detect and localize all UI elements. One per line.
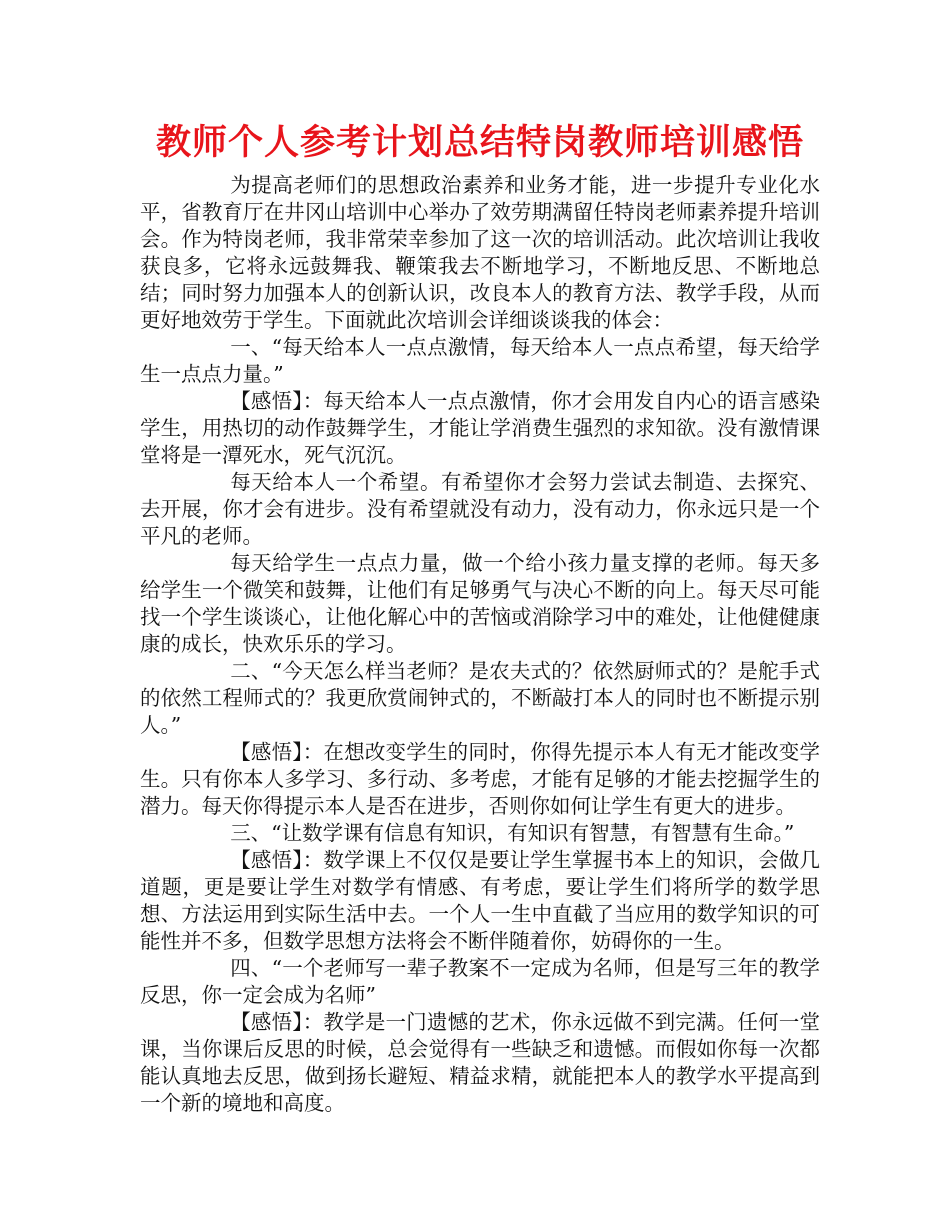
point-4-reflection: 【感悟】：教学是一门遗憾的艺术，你永远做不到完满。任何一堂课，当你课后反思的时候，总会觉得有一些缺乏和遗憾。而假如你每一次都能认真地去反思，做到扬长避短、精益求精，就能把本人的教学水平提高到一个新的境地和高度。 xyxy=(140,1010,820,1115)
document-title: 教师个人参考计划总结特岗教师培训感悟 xyxy=(155,123,804,163)
point-4-quote: 四、“一个老师写一辈子教案不一定成为名师，但是写三年的教学反思，你一定会成为名师” xyxy=(140,956,820,1007)
point-2-reflection: 【感悟】：在想改变学生的同时，你得先提示本人有无才能改变学生。只有你本人多学习、多行动、多考虑，才能有足够的才能去挖掘学生的潜力。每天你得提示本人是否在进步，否则你如何让学生有更大的进步。 xyxy=(140,740,820,818)
point-1-hope-paragraph: 每天给本人一个希望。有希望你才会努力尝试去制造、去探究、去开展，你才会有进步。没有希望就没有动力，没有动力，你永远只是一个平凡的老师。 xyxy=(140,470,820,548)
point-3-quote: 三、“让数学课有信息有知识，有知识有智慧，有智慧有生命。” xyxy=(230,821,795,845)
point-2-quote: 二、“今天怎么样当老师？是农夫式的？依然厨师式的？是舵手式的依然工程师式的？我更欣赏闹钟式的，不断敲打本人的同时也不断提示别人。” xyxy=(140,659,820,737)
point-1-reflection: 【感悟】：每天给本人一点点激情，你才会用发自内心的语言感染学生，用热切的动作鼓舞学生，才能让学消费生强烈的求知欲。没有激情课堂将是一潭死水，死气沉沉。 xyxy=(140,389,820,467)
document-body xyxy=(140,172,820,1117)
point-3-reflection: 【感悟】：数学课上不仅仅是要让学生掌握书本上的知识，会做几道题，更是要让学生对数学有情感、有考虑，要让学生们将所学的数学思想、方法运用到实际生活中去。一个人一生中直截了当应用的数学知识的可能性并不多，但数学思想方法将会不断伴随着你，妨碍你的一生。 xyxy=(140,848,820,953)
point-1-strength-paragraph: 每天给学生一点点力量，做一个给小孩力量支撑的老师。每天多给学生一个微笑和鼓舞，让他们有足够勇气与决心不断的向上。每天尽可能找一个学生谈谈心，让他化解心中的苦恼或消除学习中的难处，让他健健康康的成长，快欢乐乐的学习。 xyxy=(140,551,820,656)
point-1-quote: 一、“每天给本人一点点激情，每天给本人一点点希望，每天给学生一点点力量。” xyxy=(140,335,820,386)
intro-paragraph: 为提高老师们的思想政治素养和业务才能，进一步提升专业化水平，省教育厅在井冈山培训中心举办了效劳期满留任特岗老师素养提升培训会。作为特岗老师，我非常荣幸参加了这一次的培训活动。此次培训让我收获良多，它将永远鼓舞我、鞭策我去不断地学习，不断地反思、不断地总结；同时努力加强本人的创新认识，改良本人的教育方法、教学手段，从而更好地效劳于学生。下面就此次培训会详细谈谈我的体会： xyxy=(140,173,820,332)
